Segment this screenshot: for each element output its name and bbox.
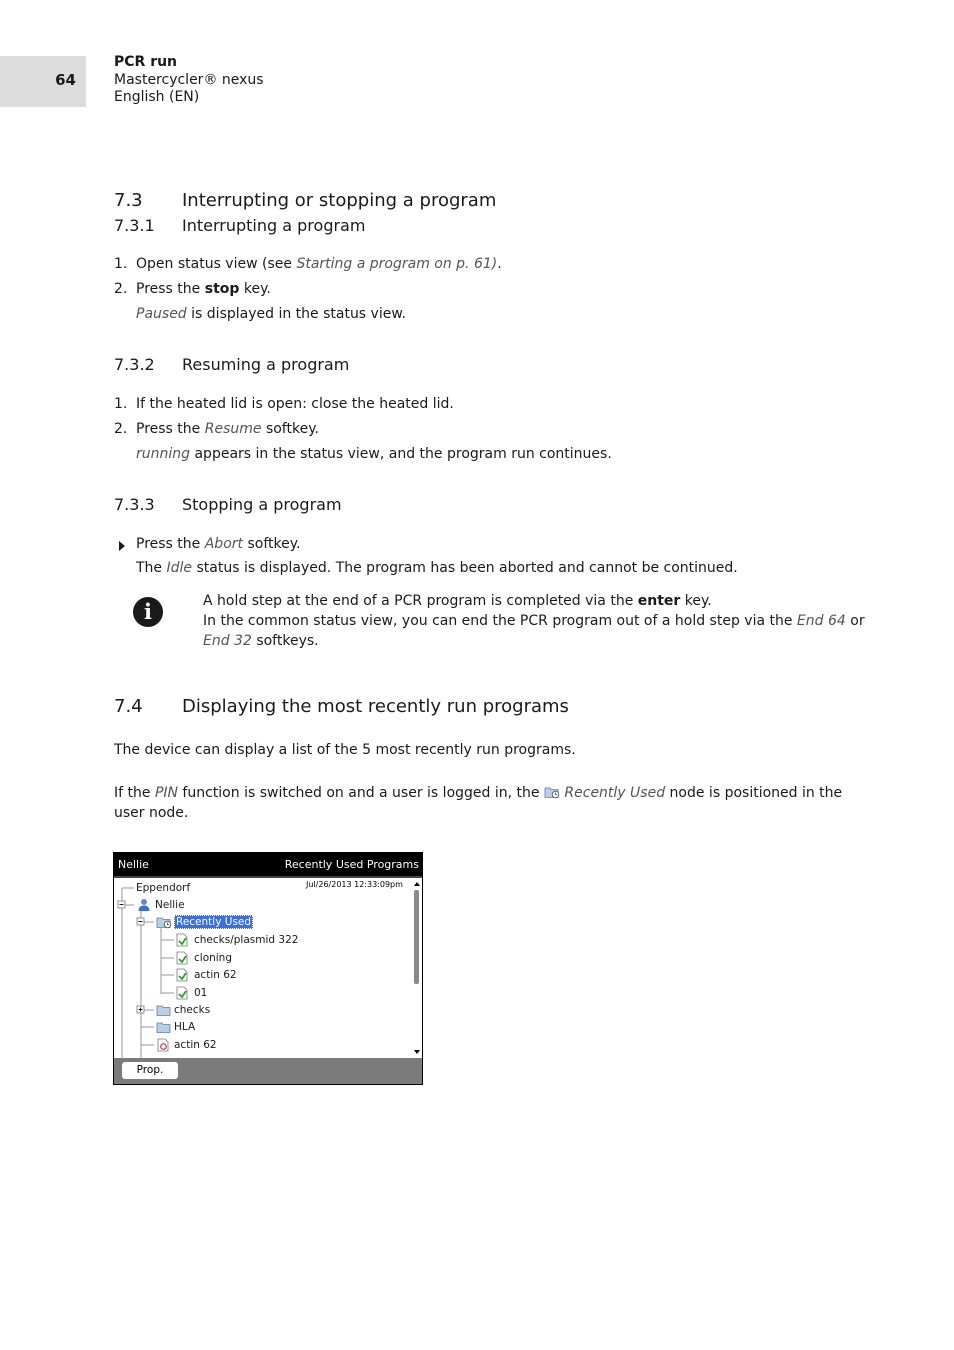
info-icon: i (133, 597, 163, 627)
header-product: Mastercycler® nexus (114, 72, 264, 88)
paragraph-text: If the (114, 785, 155, 801)
function-term: PIN (154, 785, 178, 801)
program-file-icon (175, 933, 189, 947)
step-text-plain: softkey. (243, 536, 301, 552)
prop-softkey-button[interactable]: Prop. (122, 1062, 178, 1079)
section-title: Interrupting a program (182, 216, 366, 235)
section-7-4-heading (114, 696, 814, 720)
paragraph: The device can display a list of the 5 most recently run programs. (114, 742, 576, 758)
section-7-3-3-heading (114, 495, 814, 517)
tree-node-program[interactable]: cloning (194, 952, 233, 964)
status-term: Idle (166, 560, 193, 576)
paragraph (114, 785, 842, 801)
section-title: Interrupting or stopping a program (182, 190, 497, 211)
screen-title: Recently Used Programs (284, 858, 419, 871)
step-text-plain: key. (239, 281, 271, 297)
status-term: Paused (136, 306, 187, 322)
folder-icon (156, 1020, 172, 1034)
scroll-up-arrow-icon[interactable] (412, 880, 422, 888)
note-line-1 (203, 593, 712, 609)
tree-node-folder[interactable]: checks (174, 1004, 211, 1016)
section-title: Displaying the most recently run programs (182, 696, 569, 717)
program-file-icon (156, 1038, 170, 1052)
step-text-plain: Press the (136, 536, 205, 552)
scroll-down-arrow-icon[interactable] (412, 1048, 422, 1056)
section-number: 7.3.3 (114, 495, 155, 514)
tree-node-program[interactable]: actin 62 (194, 969, 237, 981)
result-text: appears in the status view, and the program run continues. (190, 446, 612, 462)
step-text-plain: softkey. (261, 421, 319, 437)
screen-title-bar (114, 853, 422, 876)
section-number: 7.3.1 (114, 216, 155, 235)
note-line-2 (203, 613, 865, 629)
softkey-name: Abort (204, 536, 244, 552)
bullet-triangle-icon (119, 541, 125, 551)
tree-node-user[interactable]: Nellie (155, 899, 185, 911)
step-text (136, 256, 502, 272)
step-text: If the heated lid is open: close the heated lid. (136, 396, 454, 412)
status-term: running (136, 446, 191, 462)
step-text-end: . (497, 256, 502, 272)
step-text-plain: Press the (136, 421, 205, 437)
tree-node-folder[interactable]: HLA (174, 1021, 196, 1033)
tree-node-eppendorf[interactable]: Eppendorf (136, 882, 191, 894)
tree-node-recently-used[interactable] (174, 915, 253, 929)
key-name: stop (204, 281, 240, 297)
note-line-3 (203, 633, 319, 649)
softkey-name: End 64 (796, 613, 846, 629)
header-language: English (EN) (114, 89, 200, 105)
step-number: 1. (114, 396, 128, 412)
step-number: 1. (114, 256, 128, 272)
key-name: enter (637, 593, 681, 609)
recently-used-folder-icon (544, 785, 560, 799)
section-7-3-heading (114, 190, 814, 214)
softkey-name: Resume (204, 421, 262, 437)
step-text-plain: Press the (136, 281, 205, 297)
user-icon (137, 898, 151, 912)
result-text: is displayed in the status view. (186, 306, 406, 322)
section-title: Stopping a program (182, 495, 342, 514)
note-text: key. (680, 593, 712, 609)
header-chapter: PCR run (114, 54, 178, 70)
step-text (136, 536, 300, 552)
section-number: 7.3 (114, 190, 143, 211)
section-title: Resuming a program (182, 355, 350, 374)
scrollbar-thumb[interactable] (414, 890, 419, 984)
section-7-3-2-heading (114, 355, 814, 377)
tree-node-program[interactable]: checks/plasmid 322 (194, 934, 299, 946)
step-text (136, 281, 271, 297)
cross-reference-link[interactable]: Starting a program on p. 61) (296, 256, 498, 272)
step-result (136, 560, 738, 576)
result-text: status is displayed. The program has been aborted and cannot be continued. (192, 560, 738, 576)
timestamp: Jul/26/2013 12:33:09pm (306, 880, 403, 889)
device-screenshot (113, 852, 423, 1085)
result-text: The (136, 560, 167, 576)
tree-node-program[interactable]: actin 62 (174, 1039, 217, 1051)
program-file-icon (175, 986, 189, 1000)
program-file-icon (175, 968, 189, 982)
note-text: A hold step at the end of a PCR program is completed via the (203, 593, 638, 609)
step-text-plain: Open status view (see (136, 256, 297, 272)
section-7-3-1-heading (114, 216, 814, 238)
program-tree[interactable] (114, 876, 422, 1058)
step-number: 2. (114, 421, 128, 437)
note-text: softkeys. (251, 633, 319, 649)
tree-node-program[interactable]: 01 (194, 987, 208, 999)
section-number: 7.4 (114, 696, 143, 717)
user-name: Nellie (118, 858, 149, 871)
recently-used-folder-icon (156, 915, 172, 929)
step-result (136, 446, 612, 462)
softkey-name: End 32 (203, 633, 252, 649)
page-number: 64 (55, 71, 76, 89)
note-text: or (845, 613, 865, 629)
step-text (136, 421, 319, 437)
selected-node-label[interactable]: Recently Used (176, 916, 252, 928)
section-number: 7.3.2 (114, 355, 155, 374)
note-text: In the common status view, you can end the PCR program out of a hold step via the (203, 613, 797, 629)
program-file-icon (175, 951, 189, 965)
softkey-bar (114, 1058, 422, 1084)
folder-icon (156, 1003, 172, 1017)
paragraph-text: function is switched on and a user is logged in, the (177, 785, 544, 801)
step-result (136, 306, 406, 322)
node-term: Recently Used (564, 785, 666, 801)
paragraph-text: node is positioned in the (665, 785, 843, 801)
step-number: 2. (114, 281, 128, 297)
paragraph-line-2: user node. (114, 805, 189, 821)
